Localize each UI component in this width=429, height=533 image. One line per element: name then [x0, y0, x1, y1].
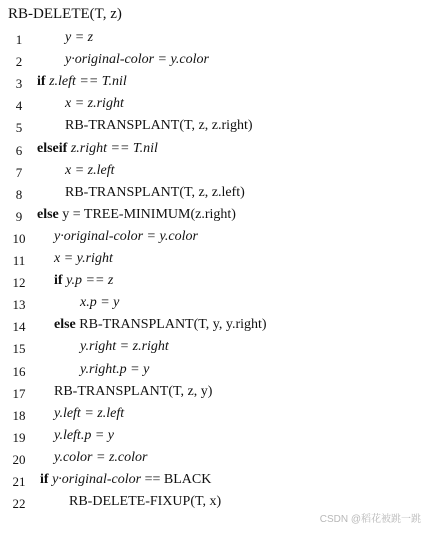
line-number: 20: [12, 451, 26, 467]
line-number: 19: [12, 429, 26, 445]
code-line: [0, 272, 429, 292]
code-text: x = z.right: [65, 96, 124, 112]
keyword: if: [37, 74, 50, 90]
code-statement: [54, 384, 212, 400]
procedure-title: RB-DELETE(T, z): [8, 6, 122, 22]
code-text: RB-TRANSPLANT(T, y, y.right): [79, 317, 267, 333]
code-text: RB-TRANSPLANT(T, z, z.right): [65, 118, 253, 134]
code-text: z.left == T.nil: [49, 74, 127, 90]
code-text: == BLACK: [141, 472, 212, 487]
line-number: 2: [15, 54, 23, 70]
watermark: CSDN @稻花被跳一跳: [319, 514, 421, 525]
code-text: x = z.left: [65, 162, 115, 178]
line-number: 21: [12, 474, 26, 489]
code-statement: [54, 428, 114, 444]
line-number: 18: [12, 407, 26, 423]
code-statement: [54, 229, 198, 245]
code-line: [0, 73, 429, 93]
code-statement: [65, 30, 93, 46]
keyword: if: [54, 273, 67, 289]
code-statement: [54, 317, 267, 333]
code-statement: [40, 472, 211, 488]
code-text: RB-TRANSPLANT(T, z, z.left): [65, 184, 245, 200]
code-line: [0, 206, 429, 226]
code-text: y·original-color: [52, 472, 142, 487]
line-number: 1: [15, 32, 23, 47]
code-statement: [80, 339, 169, 355]
code-statement: [65, 96, 124, 112]
code-text: RB-TRANSPLANT(T, z, y): [54, 383, 213, 399]
code-line: [0, 51, 429, 71]
line-number: 17: [12, 385, 26, 401]
code-line: [0, 361, 429, 381]
code-statement: [37, 141, 158, 157]
line-number: 15: [12, 341, 26, 357]
code-line: [0, 294, 429, 314]
code-line: [0, 29, 429, 49]
code-statement: [37, 207, 236, 223]
keyword: elseif: [37, 140, 71, 156]
code-line: [0, 95, 429, 115]
code-statement: [65, 163, 115, 179]
keyword: if: [40, 472, 53, 487]
code-line: [0, 471, 429, 491]
code-statement: [65, 118, 253, 134]
code-statement: [65, 52, 209, 68]
code-line: [0, 117, 429, 137]
code-text: y.left.p = y: [54, 427, 114, 443]
code-text: y.right.p = y: [80, 361, 150, 377]
line-number: 13: [12, 297, 26, 313]
code-text: z.right == T.nil: [70, 140, 158, 156]
code-text: y.left = z.left: [54, 405, 125, 421]
code-line: [0, 449, 429, 469]
keyword: else: [54, 317, 80, 333]
code-text: y·original-color = y.color: [54, 228, 198, 244]
code-line: [0, 405, 429, 425]
code-line: [0, 427, 429, 447]
line-number: 11: [12, 253, 26, 268]
keyword: else: [37, 206, 63, 222]
code-statement: [80, 295, 119, 311]
code-text: y = TREE-MINIMUM(z.right): [62, 206, 236, 222]
code-line: [0, 250, 429, 270]
line-number: 16: [12, 363, 26, 379]
code-statement: [65, 185, 245, 201]
code-statement: [54, 450, 147, 466]
code-line: [0, 316, 429, 336]
code-statement: [54, 406, 124, 422]
line-number: 12: [12, 275, 26, 291]
line-number: 14: [12, 319, 26, 335]
line-number: 7: [15, 164, 23, 180]
code-statement: [80, 362, 149, 378]
code-line: [0, 140, 429, 160]
code-statement: [54, 251, 113, 267]
code-statement: [54, 273, 113, 289]
code-line: [0, 338, 429, 358]
code-statement: [37, 74, 127, 90]
line-number: 5: [15, 120, 23, 136]
line-number: 9: [15, 208, 23, 224]
code-text: x.p = y: [80, 295, 120, 311]
code-text: x = y.right: [54, 251, 113, 266]
code-line: [0, 184, 429, 204]
code-text: RB-DELETE-FIXUP(T, x): [69, 494, 222, 510]
line-number: 3: [15, 76, 23, 92]
code-text: y.color = z.color: [54, 449, 148, 465]
code-text: y.right = z.right: [80, 339, 169, 355]
code-statement: [69, 494, 221, 510]
code-line: [0, 228, 429, 248]
line-number: 10: [12, 230, 26, 246]
code-line: [0, 383, 429, 403]
line-number: 4: [15, 98, 23, 114]
line-number: 22: [12, 496, 26, 512]
line-number: 6: [15, 142, 23, 158]
code-text: y = z: [65, 30, 94, 45]
code-text: y.p == z: [66, 273, 114, 289]
line-number: 8: [15, 186, 23, 202]
code-text: y·original-color = y.color: [65, 52, 209, 68]
code-line: [0, 162, 429, 182]
